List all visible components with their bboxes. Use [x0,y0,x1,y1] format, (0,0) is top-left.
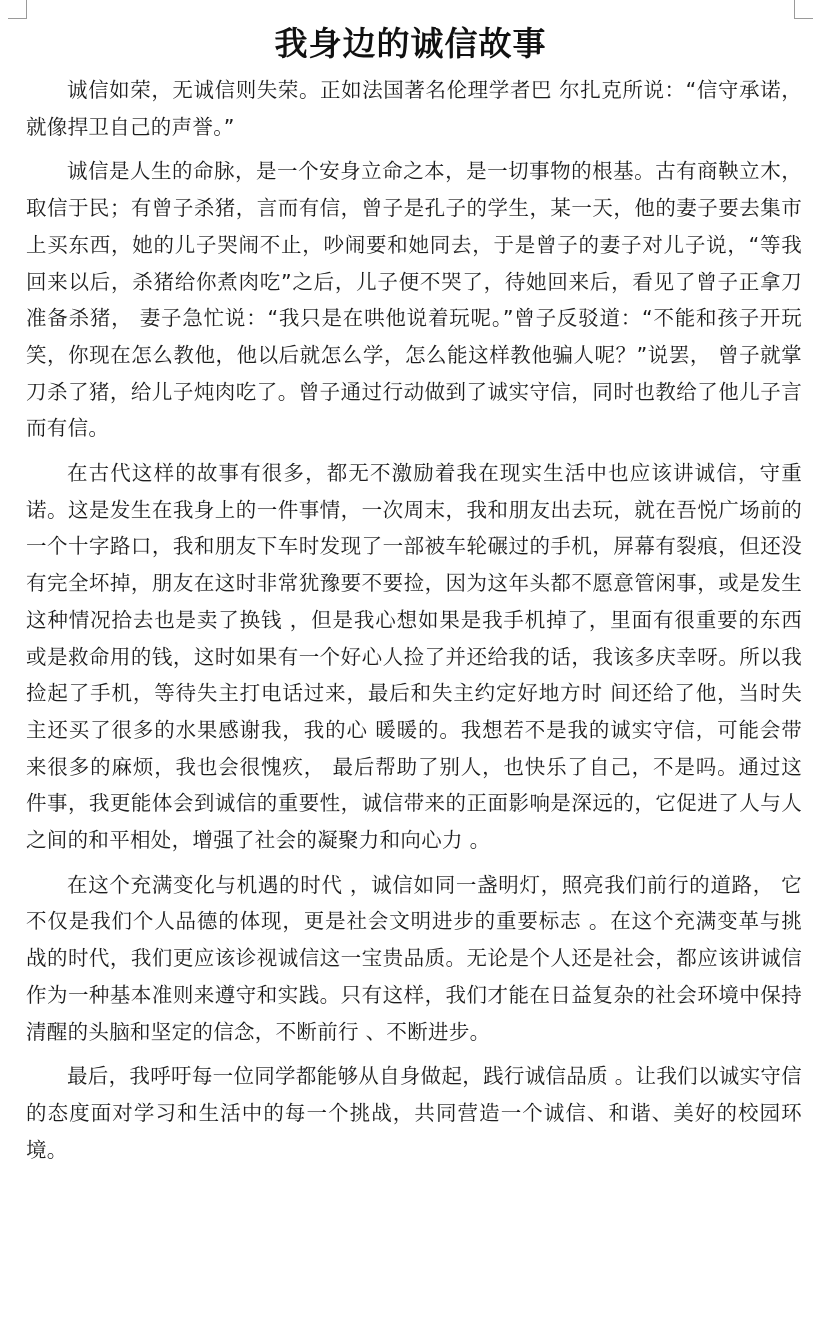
crop-mark-top-left [8,0,27,19]
paragraph-1: 诚信如荣，无诚信则失荣。正如法国著名伦理学者巴 尔扎克所说：“信守承诺，就像捍卫自己的声誉。” [26,78,802,139]
paragraph-2: 诚信是人生的命脉，是一个安身立命之本，是一切事物的根基。古有商鞅立木，取信于民；有曾子杀猪，言而有信，曾子是孔子的学生，某一天，他的妻子要去集市上买东西，她的儿子哭闹不止，吵闹要和她同去，于是曾子的妻子对儿子说，“等我回来以后，杀猪给你煮肉吃”之后，儿子便不哭了，待她回来后，看见了曾子正拿刀准备杀猪， 妻子急忙说：“我只是在哄他说着玩呢。”曾子反驳道：“不能和孩子开玩笑，你现在怎么教他，他以后就怎么学，怎么能这样教他骗人呢？”说罢， 曾子就掌刀杀了猪，给儿子炖肉吃了。曾子通过行动做到了诚实守信，同时也教给了他儿子言而有信。 [26,159,802,441]
paragraph-3: 在古代这样的故事有很多，都无不激励着我在现实生活中也应该讲诚信，守重诺。这是发生在我身上的一件事情，一次周末，我和朋友出去玩，就在吾悦广场前的一个十字路口，我和朋友下车时发现了一部被车轮碾过的手机，屏幕有裂痕，但还没有完全坏掉，朋友在这时非常犹豫要不要捡，因为这年头都不愿意管闲事，或是发生这种情况拾去也是卖了换钱 ，但是我心想如果是我手机掉了，里面有很重要的东西或是救命用的钱，这时如果有一个好心人捡了并还给我的话，我该多庆幸呀。所以我捡起了手机，等待失主打电话过来，最后和失主约定好地方时 间还给了他，当时失主还买了很多的水果感谢我，我的心 暖暖的。我想若不是我的诚实守信，可能会带来很多的麻烦，我也会很愧疚， 最后帮助了别人，也快乐了自己，不是吗。通过这件事，我更能体会到诚信的重要性，诚信带来的正面影响是深远的，它促进了人与人之间的和平相处，增强了社会的凝聚力和向心力 。 [26,461,802,853]
crop-mark-top-right [794,0,813,19]
document-body [26,72,802,1176]
paragraph-4: 在这个充满变化与机遇的时代 ，诚信如同一盏明灯，照亮我们前行的道路， 它不仅是我们个人品德的体现，更是社会文明进步的重要标志 。在这个充满变革与挑战的时代，我们更应该诊视诚信这一宝贵品质。无论是个人还是社会，都应该讲诚信作为一种基本准则来遵守和实践。只有这样，我们才能在日益复杂的社会环境中保持清醒的头脑和坚定的信念，不断前行 、不断进步。 [26,872,802,1044]
paragraph-5: 最后，我呼吁每一位同学都能够从自身做起，践行诚信品质 。让我们以诚实守信的态度面对学习和生活中的每一个挑战，共同营造一个诚信、和谐、美好的校园环境。 [26,1064,802,1162]
document-title: 我身边的诚信故事 [274,24,547,63]
